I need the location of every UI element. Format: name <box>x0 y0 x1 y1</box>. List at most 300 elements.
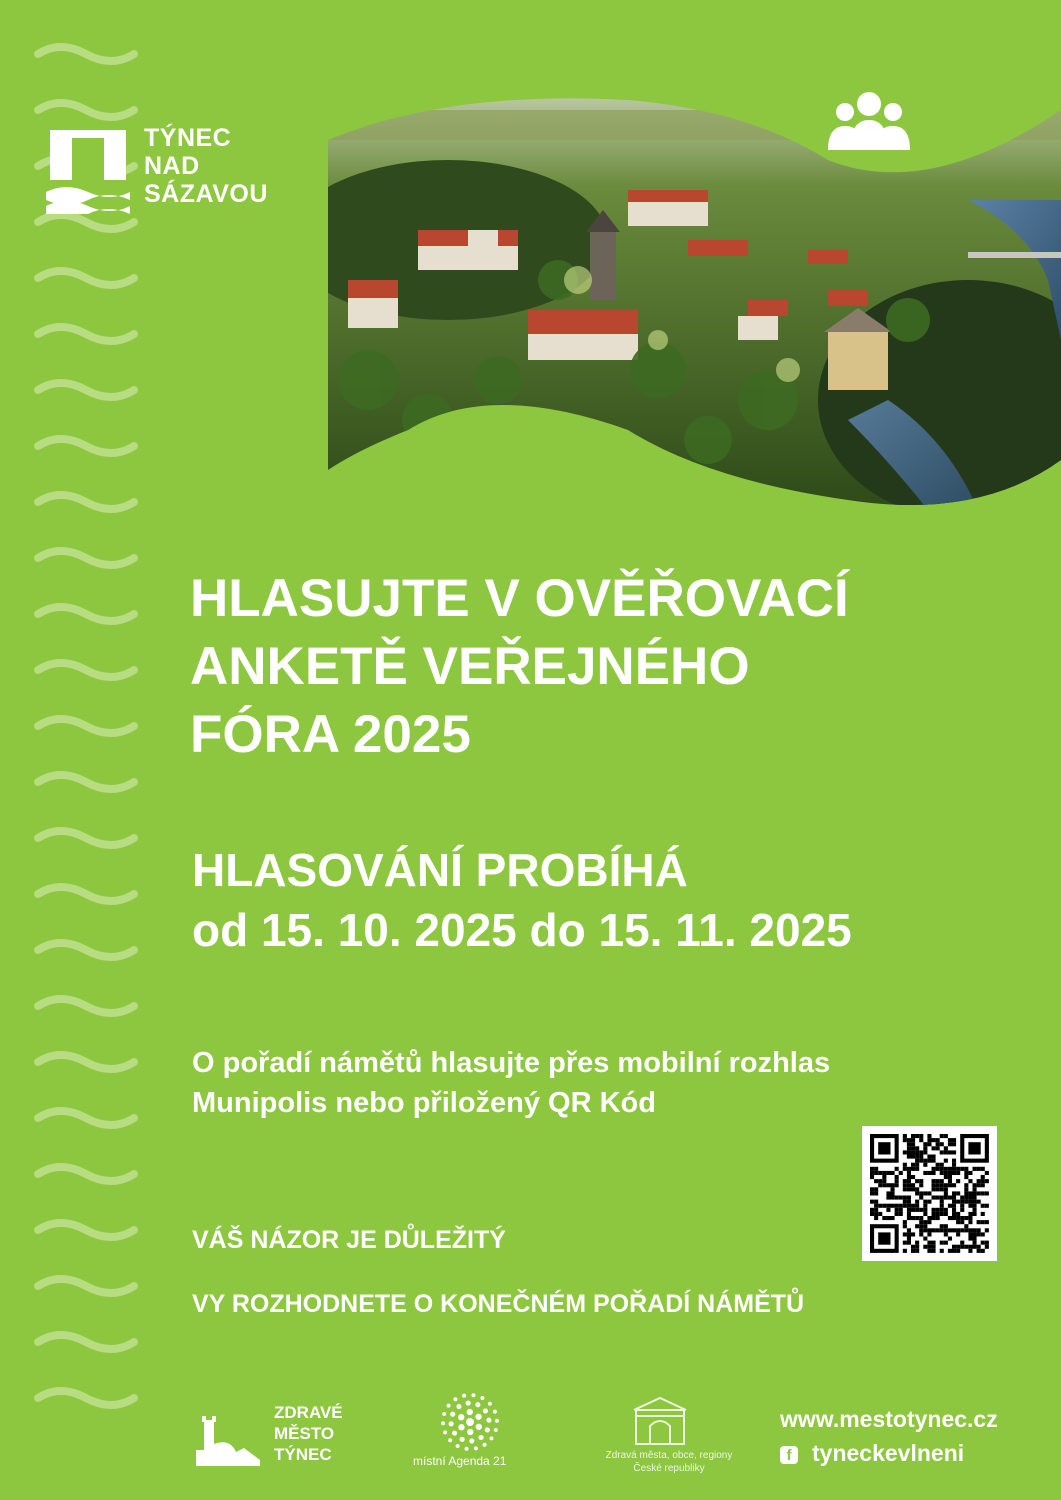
qr-module <box>952 1183 956 1187</box>
qr-module <box>895 1212 899 1216</box>
qr-module <box>985 1245 989 1249</box>
qr-module <box>932 1216 936 1220</box>
qr-module <box>911 1232 915 1236</box>
qr-module <box>948 1138 952 1142</box>
qr-module <box>911 1146 915 1150</box>
qr-module <box>964 1228 968 1232</box>
qr-module <box>919 1138 923 1142</box>
qr-module <box>968 1216 972 1220</box>
qr-module <box>886 1171 890 1175</box>
qr-module <box>907 1187 911 1191</box>
qr-module <box>956 1228 960 1232</box>
agenda-dot <box>466 1418 474 1426</box>
qr-module <box>895 1208 899 1212</box>
qr-module <box>923 1142 927 1146</box>
headline-line: FÓRA 2025 <box>190 705 471 764</box>
website-link[interactable]: www.mestotynec.cz <box>780 1406 998 1432</box>
qr-module <box>886 1208 890 1212</box>
qr-module <box>948 1142 952 1146</box>
agenda-dot <box>458 1424 464 1430</box>
qr-module <box>874 1191 878 1195</box>
qr-module <box>915 1167 919 1171</box>
qr-module <box>973 1208 977 1212</box>
qr-module <box>948 1175 952 1179</box>
qr-module <box>911 1175 915 1179</box>
qr-module <box>981 1191 985 1195</box>
qr-module <box>915 1155 919 1159</box>
qr-module <box>891 1183 895 1187</box>
qr-module <box>911 1187 915 1191</box>
qr-module <box>944 1159 948 1163</box>
qr-module <box>960 1241 964 1245</box>
qr-module <box>886 1204 890 1208</box>
qr-module <box>964 1196 968 1200</box>
decorative-waves <box>30 30 150 1410</box>
agenda-dot <box>443 1430 447 1434</box>
qr-module <box>948 1196 952 1200</box>
qr-module <box>956 1245 960 1249</box>
agenda-dot <box>442 1412 446 1416</box>
qr-module <box>907 1150 911 1154</box>
qr-module <box>923 1159 927 1163</box>
qr-module <box>923 1237 927 1241</box>
qr-module <box>960 1167 964 1171</box>
voting-title: HLASOVÁNÍ PROBÍHÁ <box>192 844 688 896</box>
qr-module <box>907 1241 911 1245</box>
qr-module <box>895 1196 899 1200</box>
qr-module <box>968 1212 972 1216</box>
qr-module <box>903 1179 907 1183</box>
qr-module <box>891 1191 895 1195</box>
qr-code[interactable] <box>862 1126 997 1261</box>
qr-module <box>903 1224 907 1228</box>
qr-module <box>915 1146 919 1150</box>
qr-module <box>878 1171 882 1175</box>
qr-module <box>919 1179 923 1183</box>
qr-module <box>944 1212 948 1216</box>
qr-module <box>874 1171 878 1175</box>
qr-module <box>944 1146 948 1150</box>
qr-module <box>919 1159 923 1163</box>
qr-module <box>936 1163 940 1167</box>
qr-module <box>944 1167 948 1171</box>
zdrava-mesta-line: České republiky <box>633 1463 705 1474</box>
qr-module <box>948 1249 952 1253</box>
qr-module <box>927 1155 931 1159</box>
qr-module <box>968 1204 972 1208</box>
qr-module <box>907 1208 911 1212</box>
qr-module <box>911 1138 915 1142</box>
qr-module <box>874 1216 878 1220</box>
qr-module <box>977 1228 981 1232</box>
qr-module <box>886 1191 890 1195</box>
people-icon <box>826 88 912 150</box>
facebook-link[interactable] <box>780 1440 964 1467</box>
qr-module <box>952 1212 956 1216</box>
agenda-dot <box>453 1397 457 1401</box>
qr-module <box>927 1220 931 1224</box>
healthy-city-line: TÝNEC <box>274 1445 332 1464</box>
qr-module <box>927 1241 931 1245</box>
qr-module <box>927 1245 931 1249</box>
qr-module <box>907 1183 911 1187</box>
qr-module <box>932 1249 936 1253</box>
qr-module <box>932 1159 936 1163</box>
qr-module <box>923 1204 927 1208</box>
qr-module <box>919 1216 923 1220</box>
qr-module <box>915 1159 919 1163</box>
qr-module <box>899 1208 903 1212</box>
healthy-city-label <box>274 1402 343 1465</box>
qr-module <box>948 1183 952 1187</box>
qr-module <box>940 1134 944 1138</box>
slogan-opinion: VÁŠ NÁZOR JE DŮLEŽITÝ <box>192 1226 506 1254</box>
qr-module <box>973 1183 977 1187</box>
qr-module <box>903 1167 907 1171</box>
qr-module <box>977 1167 981 1171</box>
qr-module <box>882 1175 886 1179</box>
qr-module <box>895 1204 899 1208</box>
wave-mark <box>38 1055 134 1069</box>
wave-mark <box>38 103 134 117</box>
zdrava-mesta-label <box>594 1449 744 1475</box>
facebook-handle: tyneckevlneni <box>812 1440 965 1466</box>
qr-module <box>932 1187 936 1191</box>
qr-module <box>940 1150 944 1154</box>
qr-module <box>952 1245 956 1249</box>
agenda-dot <box>475 1402 480 1407</box>
town-logo-icon <box>46 126 130 214</box>
qr-module <box>899 1171 903 1175</box>
qr-module <box>911 1245 915 1249</box>
qr-module <box>977 1191 981 1195</box>
wave-mark <box>38 663 134 677</box>
wave-mark <box>38 607 134 621</box>
qr-module <box>927 1134 931 1138</box>
qr-module <box>956 1212 960 1216</box>
qr-module <box>903 1204 907 1208</box>
qr-module <box>915 1224 919 1228</box>
agenda-dot <box>489 1436 493 1440</box>
qr-module <box>927 1216 931 1220</box>
qr-module <box>911 1142 915 1146</box>
qr-module <box>923 1163 927 1167</box>
agenda-dot <box>452 1430 457 1435</box>
qr-module <box>915 1216 919 1220</box>
qr-module <box>915 1179 919 1183</box>
qr-module <box>932 1171 936 1175</box>
qr-module <box>940 1200 944 1204</box>
qr-module <box>973 1245 977 1249</box>
wave-mark <box>38 775 134 789</box>
qr-module <box>936 1167 940 1171</box>
qr-module <box>948 1171 952 1175</box>
qr-module <box>923 1224 927 1228</box>
qr-module <box>919 1191 923 1195</box>
qr-module <box>903 1196 907 1200</box>
qr-module <box>952 1171 956 1175</box>
castle-icon <box>196 1416 260 1466</box>
wave-mark <box>38 551 134 565</box>
qr-module <box>927 1249 931 1253</box>
qr-module <box>952 1208 956 1212</box>
qr-module <box>948 1167 952 1171</box>
qr-module <box>973 1232 977 1236</box>
qr-module <box>952 1142 956 1146</box>
agenda-dot <box>476 1424 482 1430</box>
qr-module <box>915 1208 919 1212</box>
qr-module <box>960 1220 964 1224</box>
qr-module <box>936 1187 940 1191</box>
wave-mark <box>38 383 134 397</box>
qr-module <box>874 1208 878 1212</box>
qr-module <box>903 1241 907 1245</box>
qr-module <box>944 1241 948 1245</box>
qr-module <box>981 1204 985 1208</box>
qr-module <box>944 1150 948 1154</box>
qr-module <box>878 1212 882 1216</box>
qr-module <box>981 1175 985 1179</box>
qr-module <box>936 1196 940 1200</box>
qr-module <box>932 1183 936 1187</box>
qr-module <box>968 1228 972 1232</box>
qr-module <box>932 1241 936 1245</box>
qr-module <box>895 1167 899 1171</box>
qr-module <box>968 1245 972 1249</box>
qr-module <box>923 1208 927 1212</box>
qr-module <box>981 1183 985 1187</box>
gate-icon <box>630 1396 690 1446</box>
agenda-dot <box>465 1447 469 1451</box>
qr-module <box>907 1175 911 1179</box>
agenda-dot <box>478 1435 483 1440</box>
qr-module <box>907 1196 911 1200</box>
town-name-line: NAD <box>144 152 200 180</box>
qr-module <box>907 1237 911 1241</box>
agenda-dot <box>493 1410 497 1414</box>
qr-module <box>968 1232 972 1236</box>
qr-module <box>870 1167 874 1171</box>
qr-module <box>903 1232 907 1236</box>
qr-module <box>973 1237 977 1241</box>
qr-module <box>882 1204 886 1208</box>
wave-mark <box>38 831 134 845</box>
agenda-dot <box>456 1444 460 1448</box>
qr-module <box>964 1171 968 1175</box>
qr-module <box>903 1200 907 1204</box>
qr-module <box>977 1245 981 1249</box>
qr-module <box>899 1204 903 1208</box>
qr-module <box>940 1212 944 1216</box>
qr-module <box>911 1155 915 1159</box>
qr-module <box>932 1245 936 1249</box>
qr-module <box>874 1179 878 1183</box>
agenda-dot <box>450 1412 455 1417</box>
qr-module <box>919 1155 923 1159</box>
headline-line: ANKETĚ VEŘEJNÉHO <box>190 637 750 696</box>
qr-module <box>981 1179 985 1183</box>
qr-module <box>981 1249 985 1253</box>
wave-mark <box>38 943 134 957</box>
agenda-dot <box>483 1443 487 1447</box>
qr-module <box>985 1171 989 1175</box>
qr-module <box>927 1232 931 1236</box>
qr-module <box>964 1224 968 1228</box>
qr-module <box>923 1220 927 1224</box>
qr-module <box>985 1241 989 1245</box>
qr-module <box>940 1171 944 1175</box>
qr-module <box>915 1241 919 1245</box>
qr-module <box>936 1208 940 1212</box>
voting-dates: od 15. 10. 2025 do 15. 11. 2025 <box>192 904 852 956</box>
qr-module <box>960 1196 964 1200</box>
qr-module <box>973 1167 977 1171</box>
wave-mark <box>38 1167 134 1181</box>
qr-module <box>886 1196 890 1200</box>
qr-module <box>936 1216 940 1220</box>
qr-module <box>944 1187 948 1191</box>
qr-module <box>870 1212 874 1216</box>
qr-module <box>878 1183 882 1187</box>
town-name-line: TÝNEC <box>144 124 232 152</box>
qr-module <box>878 1179 882 1183</box>
wave-mark <box>38 271 134 285</box>
qr-module <box>899 1212 903 1216</box>
facebook-icon: f <box>780 1446 798 1464</box>
qr-module <box>903 1187 907 1191</box>
qr-module <box>927 1159 931 1163</box>
info-line: O pořadí námětů hlasujte přes mobilní rozhlas <box>192 1047 831 1079</box>
qr-module <box>891 1196 895 1200</box>
qr-module <box>973 1191 977 1195</box>
qr-module <box>903 1163 907 1167</box>
qr-module <box>948 1228 952 1232</box>
qr-module <box>964 1167 968 1171</box>
qr-module <box>903 1220 907 1224</box>
qr-module <box>915 1163 919 1167</box>
agenda-dot <box>483 1408 488 1413</box>
qr-module <box>944 1232 948 1236</box>
qr-module <box>940 1224 944 1228</box>
qr-module <box>952 1228 956 1232</box>
qr-module <box>932 1212 936 1216</box>
wave-mark <box>38 327 134 341</box>
qr-module <box>927 1200 931 1204</box>
qr-module <box>973 1228 977 1232</box>
qr-module <box>964 1187 968 1191</box>
wave-mark <box>38 1111 134 1125</box>
qr-module <box>915 1134 919 1138</box>
qr-module <box>895 1183 899 1187</box>
voting-period <box>192 840 852 960</box>
qr-module <box>891 1216 895 1220</box>
qr-module <box>911 1216 915 1220</box>
qr-module <box>923 1171 927 1175</box>
qr-module <box>932 1208 936 1212</box>
qr-module <box>985 1228 989 1232</box>
qr-module <box>968 1237 972 1241</box>
qr-module <box>952 1159 956 1163</box>
agenda-dot <box>467 1409 473 1415</box>
qr-module <box>903 1134 907 1138</box>
qr-module <box>927 1191 931 1195</box>
qr-module <box>940 1142 944 1146</box>
qr-module <box>903 1138 907 1142</box>
qr-module <box>882 1179 886 1183</box>
qr-module <box>952 1163 956 1167</box>
qr-module <box>919 1196 923 1200</box>
agenda-dot <box>486 1418 491 1423</box>
qr-module <box>923 1150 927 1154</box>
agenda-dot <box>448 1438 452 1442</box>
qr-module <box>952 1204 956 1208</box>
qr-module <box>891 1187 895 1191</box>
qr-module <box>952 1167 956 1171</box>
qr-module <box>956 1249 960 1253</box>
qr-module <box>964 1200 968 1204</box>
qr-module <box>940 1183 944 1187</box>
qr-module <box>944 1171 948 1175</box>
qr-module <box>907 1155 911 1159</box>
qr-module <box>895 1179 899 1183</box>
qr-module <box>907 1167 911 1171</box>
qr-module <box>936 1146 940 1150</box>
qr-module <box>932 1228 936 1232</box>
agenda-dot <box>495 1419 499 1423</box>
qr-module <box>952 1249 956 1253</box>
qr-module <box>964 1191 968 1195</box>
qr-module <box>919 1232 923 1236</box>
qr-module <box>874 1167 878 1171</box>
qr-module <box>952 1196 956 1200</box>
qr-module <box>923 1191 927 1195</box>
qr-module <box>919 1228 923 1232</box>
info-line: Munipolis nebo přiložený QR Kód <box>192 1087 656 1119</box>
qr-module <box>968 1196 972 1200</box>
agenda-dot <box>475 1414 481 1420</box>
qr-module <box>960 1200 964 1204</box>
qr-module <box>973 1196 977 1200</box>
qr-module <box>985 1191 989 1195</box>
qr-module <box>882 1183 886 1187</box>
qr-module <box>968 1249 972 1253</box>
qr-module <box>977 1183 981 1187</box>
qr-module <box>977 1232 981 1236</box>
qr-module <box>981 1241 985 1245</box>
qr-module <box>981 1220 985 1224</box>
qr-module <box>870 1208 874 1212</box>
qr-finder <box>878 1232 890 1244</box>
qr-module <box>944 1134 948 1138</box>
wave-mark <box>38 439 134 453</box>
qr-module <box>956 1171 960 1175</box>
qr-module <box>923 1146 927 1150</box>
qr-module <box>944 1191 948 1195</box>
qr-module <box>973 1212 977 1216</box>
qr-module <box>944 1228 948 1232</box>
qr-module <box>903 1249 907 1253</box>
wave-mark <box>38 1391 134 1405</box>
qr-module <box>968 1171 972 1175</box>
qr-module <box>923 1245 927 1249</box>
qr-module <box>977 1249 981 1253</box>
qr-module <box>956 1200 960 1204</box>
qr-module <box>952 1216 956 1220</box>
agenda-dot <box>462 1394 466 1398</box>
qr-module <box>952 1200 956 1204</box>
qr-module <box>973 1241 977 1245</box>
qr-module <box>915 1200 919 1204</box>
